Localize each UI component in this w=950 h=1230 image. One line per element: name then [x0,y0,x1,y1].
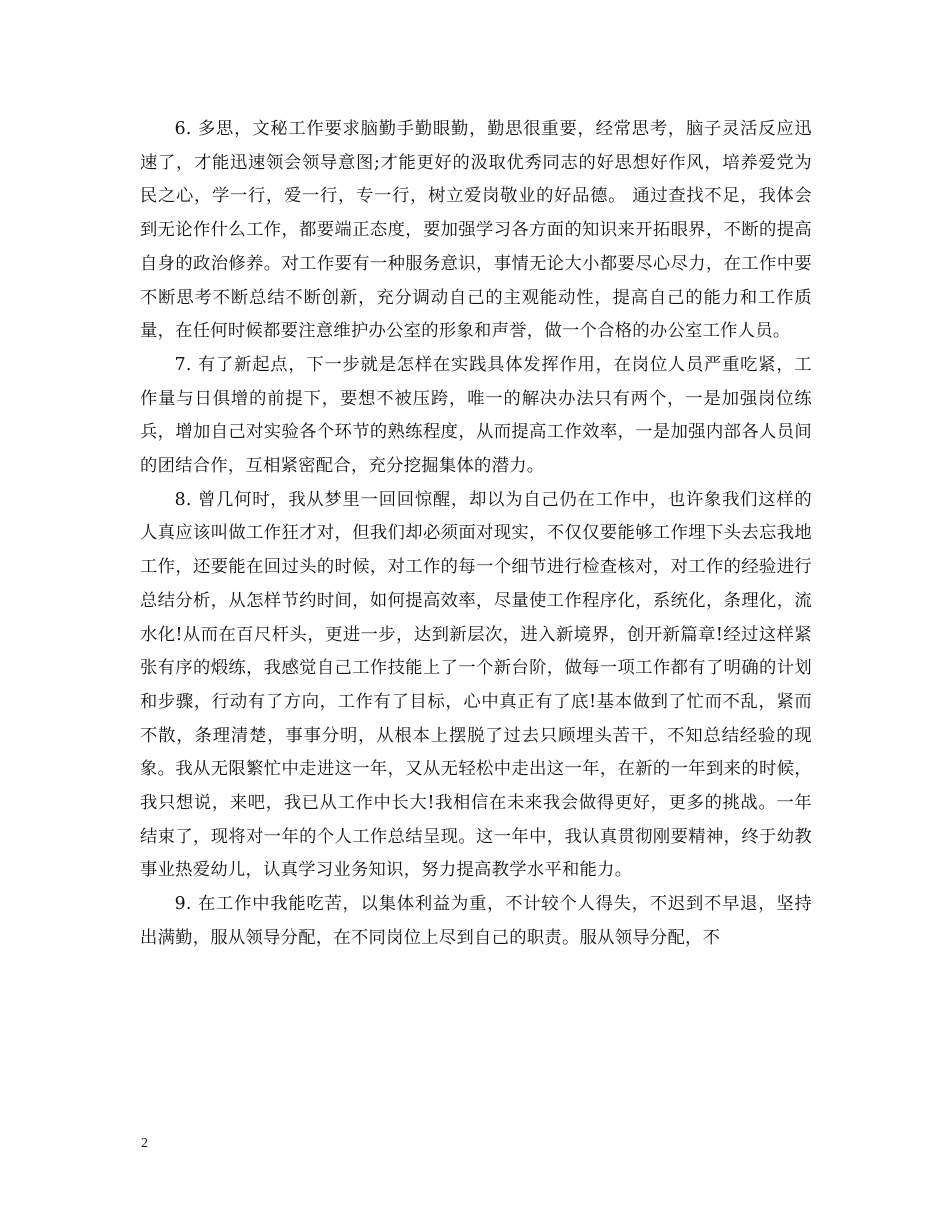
page-number: 2 [141,1136,148,1151]
paragraph-6: 6. 多思，文秘工作要求脑勤手勤眼勤，勤思很重要，经常思考，脑子灵活反应迅速了，才能迅速领会领导意图;才能更好的汲取优秀同志的好思想好作风，培养爱党为民之心，学一行，爱一行，专一行，树立爱岗敬业的好品德。 通过查找不足，我体会到无论作什么工作，都要端正态度，要加强学习各方面的知识来开拓眼界，不断的提高自身的政治修养。对工作要有一种服务意识，事情无论大小都要尽心尽力，在工作中要不断思考不断总结不断创新，充分调动自己的主观能动性，提高自己的能力和工作质量，在任何时候都要注意维护办公室的形象和声誉，做一个合格的办公室工作人员。 [140,119,812,342]
document-body [140,113,812,956]
paragraph-8: 8. 曾几何时，我从梦里一回回惊醒，却以为自己仍在工作中，也许象我们这样的人真应该叫做工作狂才对，但我们却必须面对现实，不仅仅要能够工作埋下头去忘我地工作，还要能在回过头的时候，对工作的每一个细节进行检查核对，对工作的经验进行总结分析，从怎样节约时间，如何提高效率，尽量使工作程序化，系统化，条理化，流水化!从而在百尺杆头，更进一步，达到新层次，进入新境界，创开新篇章!经过这样紧张有序的煅练，我感觉自己工作技能上了一个新台阶，做每一项工作都有了明确的计划和步骤，行动有了方向，工作有了目标，心中真正有了底!基本做到了忙而不乱，紧而不散，条理清楚，事事分明，从根本上摆脱了过去只顾埋头苦干，不知总结经验的现象。我从无限繁忙中走进这一年，又从无轻松中走出这一年，在新的一年到来的时候，我只想说，来吧，我已从工作中长大!我相信在未来我会做得更好，更多的挑战。一年结束了，现将对一年的个人工作总结呈现。这一年中，我认真贯彻刚要精神，终于幼教事业热爱幼儿，认真学习业务知识，努力提高教学水平和能力。 [140,489,812,881]
paragraph-9: 9. 在工作中我能吃苦，以集体利益为重，不计较个人得失，不迟到不早退，坚持出满勤，服从领导分配，在不同岗位上尽到自己的职责。服从领导分配，不 [140,894,812,948]
paragraph-7: 7. 有了新起点，下一步就是怎样在实践具体发挥作用，在岗位人员严重吃紧，工作量与日俱增的前提下，要想不被压跨，唯一的解决办法只有两个，一是加强岗位练兵，增加自己对实验各个环节的熟练程度，从而提高工作效率，一是加强内部各人员间的团结合作，互相紧密配合，充分挖掘集体的潜力。 [140,354,812,477]
